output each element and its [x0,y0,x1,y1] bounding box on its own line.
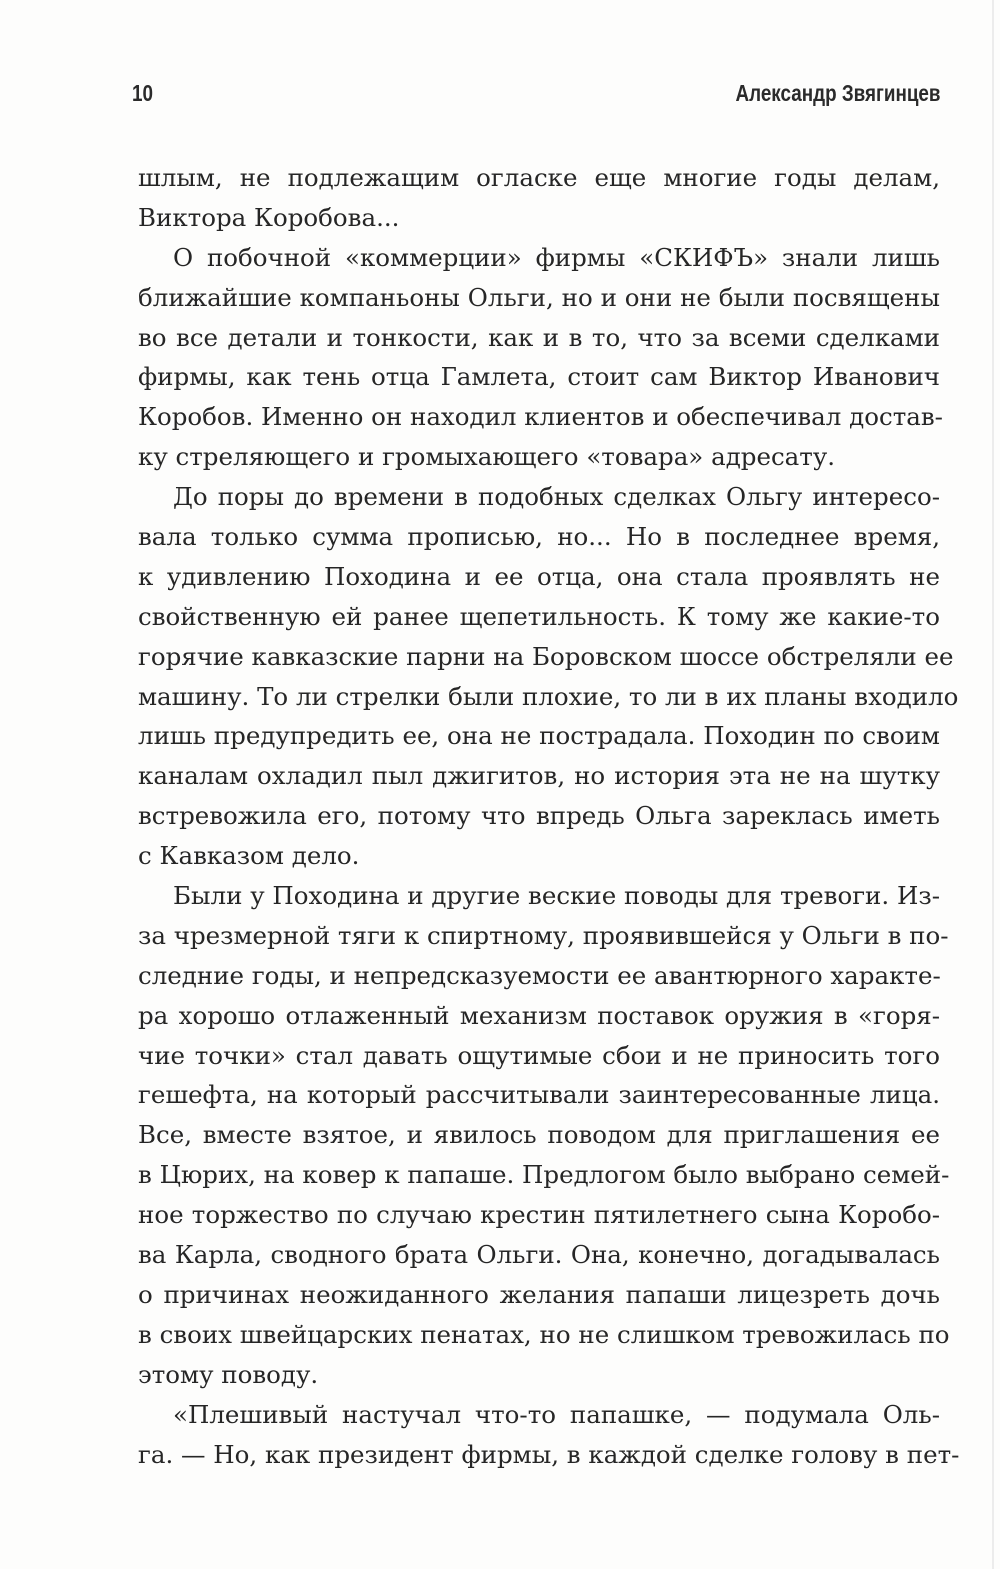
running-head [132,80,941,120]
text-line: ва Карла, сводного брата Ольги. Она, конечно, догадывалась [138,1240,940,1270]
text-line: шлым, не подлежащим огласке еще многие годы делам, [138,163,940,192]
text-line: о причинах неожиданного желания папаши лицезреть дочь [138,1279,940,1309]
text-line: ку стреляющего и громыхающего «товара» адресату. [138,442,836,472]
text-line: Коробов. Именно он находил клиентов и обеспечивал достав- [138,402,943,432]
text-line: с Кавказом дело. [138,841,360,871]
text-line: фирмы, как тень отца Гамлета, стоит сам Виктор Иванович [138,362,940,392]
text-line: в Цюрих, на ковер к папаше. Предлогом было выбрано семей- [138,1160,950,1190]
text-line: в своих швейцарских пенатах, но не слишком тревожилась по [138,1319,950,1349]
text-line: О побочной «коммерции» фирмы «СКИФЪ» знали лишь [173,242,940,272]
text-line: встревожила его, потому что впредь Ольга зареклась иметь [138,801,940,831]
text-line: Все, вместе взятое, и явилось поводом для приглашения ее [138,1120,940,1150]
text-line: следние годы, и непредсказуемости ее авантюрного характе- [138,960,941,990]
text-line: лишь предупредить ее, она не пострадала. Походин по своим [138,721,940,751]
text-line: Виктора Коробова... [138,202,400,232]
text-line: свойственную ей ранее щепетильность. К тому же какие-то [138,601,940,631]
text-line: До поры до времени в подобных сделках Ольгу интересо- [173,482,940,512]
page-number: 10 [132,80,153,106]
text-line: «Плешивый настучал что-то папашке, — подумала Оль- [173,1399,940,1429]
text-line: во все детали и тонкости, как и в то, что за всеми сделками [138,322,940,352]
text-line: чие точки» стал давать ощутимые сбои и не приносить того [138,1040,940,1070]
text-line: ное торжество по случаю крестин пятилетнего сына Коробо- [138,1200,940,1230]
text-line: каналам охладил пыл джигитов, но история эта не на шутку [138,761,940,791]
text-line: га. — Но, как президент фирмы, в каждой сделке голову в пет- [138,1439,960,1469]
page-edge [992,0,994,1569]
text-line: Были у Походина и другие веские поводы для тревоги. Из- [173,881,940,911]
text-line: машину. То ли стрелки были плохие, то ли в их планы входило [138,681,959,711]
text-line: ближайшие компаньоны Ольги, но и они не были посвящены [138,282,940,312]
text-line: за чрезмерной тяги к спиртному, проявившейся у Ольги в по- [138,920,949,950]
body-text [138,158,960,1474]
text-line: гешефта, на который рассчитывали заинтересованные лица. [138,1080,940,1110]
text-line: ра хорошо отлаженный механизм поставок оружия в «горя- [138,1000,940,1030]
text-line: вала только сумма прописью, но... Но в последнее время, [138,522,940,552]
text-line: горячие кавказские парни на Боровском шоссе обстреляли ее [138,641,954,671]
text-line: к удивлению Походина и ее отца, она стала проявлять не [138,561,940,591]
author-name: Александр Звягинцев [735,80,941,106]
text-line: этому поводу. [138,1359,319,1389]
